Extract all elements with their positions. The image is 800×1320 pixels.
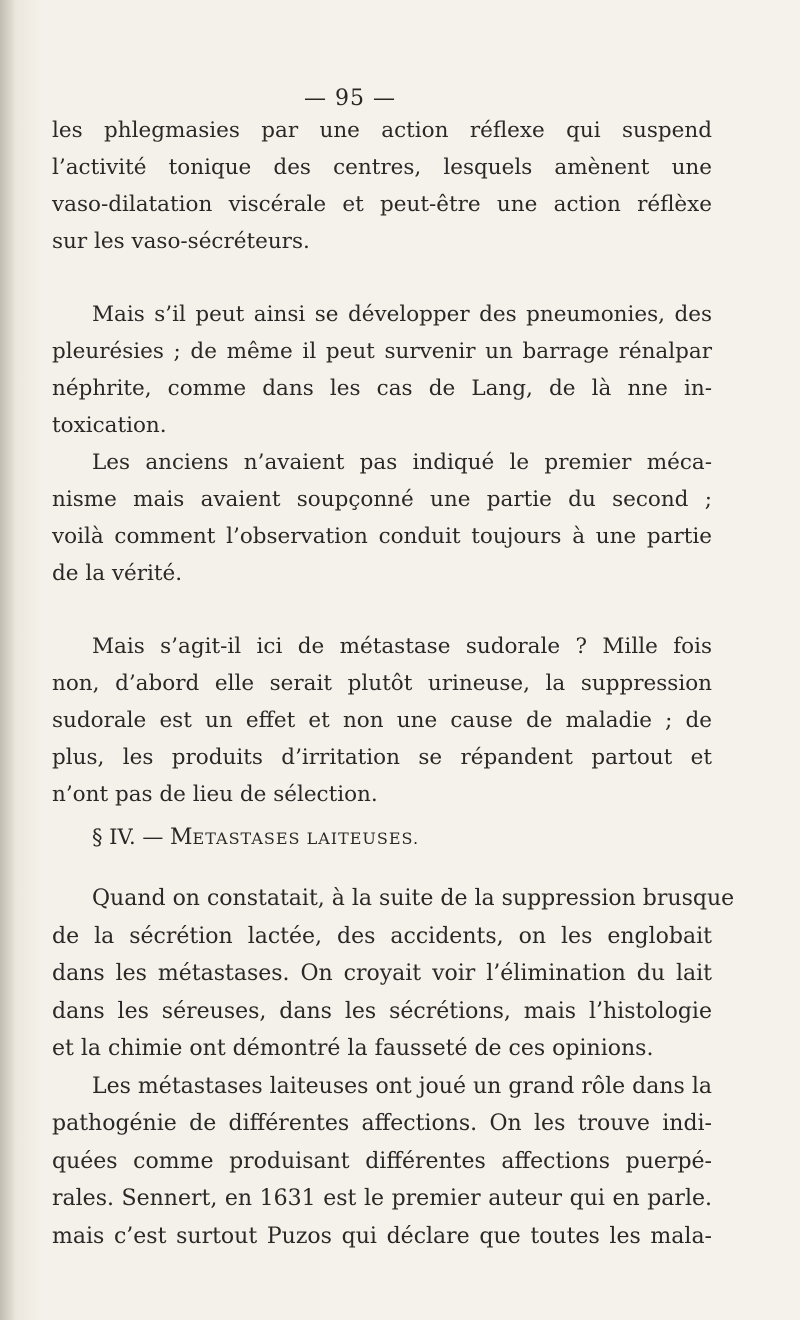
- text-line: Mais s’il peut ainsi se développer des pneumonies, des: [92, 302, 712, 327]
- paragraph-phlegmasies: [52, 112, 712, 260]
- text-line: Les anciens n’avaient pas indiqué le premier méca-: [92, 450, 712, 475]
- text-line: vaso-dilatation viscérale et peut-être une action réflèxe: [52, 192, 712, 217]
- text-line: les phlegmasies par une action réflexe qui suspend: [52, 118, 712, 143]
- text-line: sudorale est un effet et non une cause de maladie ; de: [52, 708, 712, 733]
- page-number: — 95 —: [304, 86, 396, 111]
- text-line: sur les vaso-sécréteurs.: [52, 229, 310, 254]
- page-binding-edge: [0, 0, 14, 1320]
- text-line: Quand on constatait, à la suite de la suppression brusque: [92, 886, 735, 911]
- text-line: quées comme produisant différentes affections puerpé-: [52, 1148, 712, 1174]
- text-line: dans les métastases. On croyait voir l’élimination du lait: [52, 961, 712, 986]
- section-dash: —: [142, 825, 164, 849]
- text-line: de la vérité.: [52, 561, 183, 586]
- paragraph-metastases-laiteuses: [52, 880, 735, 1255]
- text-line: voilà comment l’observation conduit toujours à une partie: [52, 524, 712, 549]
- text-line: dans les séreuses, dans les sécrétions, mais l’histologie: [52, 998, 712, 1024]
- text-line: plus, les produits d’irritation se répandent partout et: [52, 745, 712, 770]
- text-line: mais c’est surtout Puzos qui déclare que toutes les mala-: [52, 1223, 712, 1249]
- paragraph-metastase-sudorale: [52, 628, 712, 813]
- text-line: pathogénie de différentes affections. On les trouve indi-: [52, 1111, 712, 1136]
- text-line: et la chimie ont démontré la fausseté de ces opinions.: [52, 1036, 654, 1061]
- text-line: toxication.: [52, 413, 167, 438]
- text-line: néphrite, comme dans les cas de Lang, de là nne in-: [52, 376, 712, 401]
- section-number: § IV.: [92, 825, 136, 849]
- text-line: Mais s’agit-il ici de métastase sudorale ? Mille fois: [92, 634, 712, 659]
- text-line: nisme mais avaient soupçonné une partie du second ;: [52, 487, 712, 512]
- text-line: de la sécrétion lactée, des accidents, on les englobait: [52, 923, 712, 949]
- text-line: non, d’abord elle serait plutôt urineuse, la suppression: [52, 671, 712, 696]
- text-line: rales. Sennert, en 1631 est le premier auteur qui en parle.: [52, 1186, 712, 1211]
- text-line: l’activité tonique des centres, lesquels amènent une: [52, 155, 712, 180]
- paragraph-anciens: [52, 444, 712, 592]
- text-line: Les métastases laiteuses ont joué un grand rôle dans la: [92, 1073, 712, 1099]
- section-heading: [52, 822, 712, 854]
- text-line: n’ont pas de lieu de sélection.: [52, 782, 378, 807]
- paragraph-pneumonies: [52, 296, 712, 444]
- section-title-rest: ETASTASES LAITEUSES.: [192, 829, 420, 848]
- section-title-initial: M: [170, 825, 193, 850]
- text-line: pleurésies ; de même il peut survenir un barrage rénalpar: [52, 339, 712, 364]
